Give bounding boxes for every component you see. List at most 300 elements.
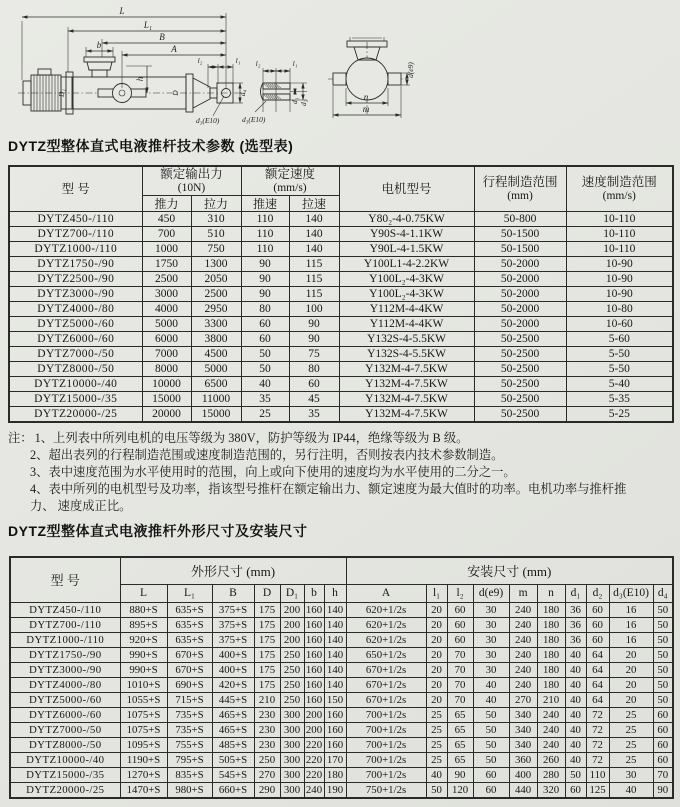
table-row	[9, 332, 673, 347]
value-cell: 175	[254, 603, 280, 618]
value-cell: 40	[426, 768, 447, 783]
value-cell: 50	[565, 768, 586, 783]
value-cell: 140	[324, 633, 346, 648]
column-header: D	[254, 585, 280, 603]
model-cell: DYTZ15000-/35	[10, 768, 120, 783]
model-cell: DYTZ4000-/80	[9, 302, 142, 317]
value-cell: 690+S	[167, 678, 212, 693]
value-cell: 50	[241, 347, 289, 362]
value-cell: 340	[509, 723, 537, 738]
table-row	[9, 257, 673, 272]
value-cell: 230	[254, 738, 280, 753]
value-cell: 3000	[142, 287, 191, 302]
table-row	[9, 302, 673, 317]
model-cell: DYTZ1000-/110	[10, 633, 120, 648]
value-cell: 505+S	[212, 753, 254, 768]
value-cell: 1270+S	[120, 768, 167, 783]
table-row	[10, 633, 673, 648]
value-cell: 50	[473, 723, 509, 738]
value-cell: 180	[324, 768, 346, 783]
value-cell: 6000	[142, 332, 191, 347]
value-cell: 210	[254, 693, 280, 708]
table-row	[10, 723, 673, 738]
section2-title: DYTZ型整体直式电液推杆外形尺寸及安装尺寸	[8, 523, 308, 539]
value-cell: 60	[653, 753, 673, 768]
dim-label-A: A	[171, 44, 177, 54]
column-header: d₃(E10)	[609, 585, 653, 603]
column-header: d₁	[565, 585, 586, 603]
model-cell: DYTZ6000-/60	[9, 332, 142, 347]
table-row	[9, 287, 673, 302]
model-cell: DYTZ3000-/90	[10, 663, 120, 678]
value-cell: 240	[509, 633, 537, 648]
dim-label-D: D	[171, 90, 180, 96]
note-line	[8, 464, 672, 481]
value-cell: 50	[473, 753, 509, 768]
value-cell: 160	[324, 708, 346, 723]
value-cell: 60	[447, 618, 473, 633]
value-cell: 400+S	[212, 648, 254, 663]
value-cell: 170	[324, 753, 346, 768]
value-cell: 45	[289, 392, 339, 407]
value-cell: 340	[509, 708, 537, 723]
value-cell: 16	[609, 603, 653, 618]
table-row	[10, 603, 673, 618]
value-cell: 30	[473, 663, 509, 678]
value-cell: 40	[241, 377, 289, 392]
value-cell: 50-2000	[474, 317, 566, 332]
value-cell: 670+S	[167, 663, 212, 678]
value-cell: Y100L1-4-2.2KW	[339, 257, 474, 272]
dim-label-de9: d(e9)	[406, 62, 415, 78]
dim-label-l2: l₂	[197, 56, 203, 65]
value-cell: 465+S	[212, 708, 254, 723]
value-cell: 510	[191, 227, 241, 242]
value-cell: 50-1500	[474, 242, 566, 257]
table-row	[9, 227, 673, 242]
value-cell: 50	[426, 783, 447, 799]
value-cell: 75	[289, 347, 339, 362]
value-cell: 2500	[191, 287, 241, 302]
value-cell: 700+1/2s	[346, 768, 426, 783]
value-cell: 20	[426, 648, 447, 663]
value-cell: 40	[473, 693, 509, 708]
value-cell: 240	[509, 678, 537, 693]
value-cell: 20	[609, 693, 653, 708]
table-row	[10, 783, 673, 799]
value-cell: 90	[241, 272, 289, 287]
model-cell: DYTZ20000-/25	[10, 783, 120, 799]
value-cell: 30	[473, 648, 509, 663]
value-cell: 240	[537, 738, 565, 753]
value-cell: 175	[254, 648, 280, 663]
value-cell: 670+1/2s	[346, 693, 426, 708]
value-cell: 50-2000	[474, 272, 566, 287]
value-cell: 1075+S	[120, 708, 167, 723]
value-cell: 485+S	[212, 738, 254, 753]
value-cell: 65	[447, 738, 473, 753]
column-header-force	[142, 166, 241, 196]
value-cell: 50-2000	[474, 257, 566, 272]
value-cell: 200	[280, 603, 304, 618]
value-cell: 35	[289, 407, 339, 423]
value-cell: 50	[241, 362, 289, 377]
value-cell: 11000	[191, 392, 241, 407]
column-header: B	[212, 585, 254, 603]
dim-label-d2: d₂	[299, 99, 308, 106]
model-cell: DYTZ20000-/25	[9, 407, 142, 423]
value-cell: 60	[586, 633, 609, 648]
value-cell: 40	[565, 738, 586, 753]
value-cell: 210	[537, 693, 565, 708]
value-cell: 125	[586, 783, 609, 799]
value-cell: 270	[509, 693, 537, 708]
value-cell: 3300	[191, 317, 241, 332]
value-cell: 25	[426, 738, 447, 753]
column-header-stroke-range	[474, 166, 566, 212]
value-cell: 670+1/2s	[346, 678, 426, 693]
value-cell: 160	[305, 634, 323, 646]
value-cell: 700	[142, 227, 191, 242]
value-cell: Y132M-4-7.5KW	[339, 392, 474, 407]
value-cell: 10-90	[566, 287, 673, 302]
value-cell: 50-800	[474, 212, 566, 227]
dim-label-b: b	[96, 40, 102, 50]
value-cell: 220	[305, 754, 323, 766]
value-cell: 115	[289, 272, 339, 287]
model-cell: DYTZ1000-/110	[9, 242, 142, 257]
note-text: 力、 速度成正比。	[30, 499, 132, 513]
value-cell: 160	[324, 723, 346, 738]
value-cell: 50	[653, 633, 673, 648]
dim-label-d4: d₄	[238, 89, 247, 97]
model-cell: DYTZ5000-/60	[9, 317, 142, 332]
value-cell: 250	[254, 753, 280, 768]
technical-drawing	[0, 0, 680, 132]
value-cell: 90	[241, 257, 289, 272]
value-cell: 180	[537, 663, 565, 678]
value-cell: 180	[537, 633, 565, 648]
value-cell: 40	[565, 723, 586, 738]
value-cell: 90	[241, 287, 289, 302]
drawing-shapes	[18, 13, 410, 118]
value-cell: 5-60	[566, 332, 673, 347]
value-cell: 64	[586, 693, 609, 708]
model-cell: DYTZ5000-/60	[10, 693, 120, 708]
table-row	[9, 407, 673, 423]
table-row	[9, 317, 673, 332]
value-cell: 20	[426, 693, 447, 708]
column-header: l₂	[447, 585, 473, 603]
column-header: h	[324, 585, 346, 603]
value-cell: 1300	[191, 257, 241, 272]
value-cell: 140	[289, 242, 339, 257]
column-header-pull-force: 拉力	[191, 196, 241, 212]
value-cell: 20000	[142, 407, 191, 423]
value-cell: 25	[426, 753, 447, 768]
value-cell: 40	[473, 678, 509, 693]
value-cell: 895+S	[120, 618, 167, 633]
value-cell: 15000	[191, 407, 241, 423]
value-cell: 25	[426, 708, 447, 723]
model-cell: DYTZ450-/110	[10, 603, 120, 618]
column-header-model: 型 号	[9, 166, 142, 212]
value-cell: 835+S	[167, 768, 212, 783]
value-cell: Y112M-4-4KW	[339, 317, 474, 332]
dim-label-B: B	[159, 32, 165, 42]
value-cell: 35	[241, 392, 289, 407]
header-line: 行程制造范围	[482, 175, 558, 189]
value-cell: 5000	[191, 362, 241, 377]
value-cell: 65	[447, 708, 473, 723]
value-cell: 175	[254, 678, 280, 693]
value-cell: 990+S	[120, 663, 167, 678]
column-header: L₁	[167, 585, 212, 603]
value-cell: 60	[653, 723, 673, 738]
dim-label-L: L	[119, 6, 125, 16]
value-cell: 10000	[142, 377, 191, 392]
value-cell: 25	[609, 738, 653, 753]
model-cell: DYTZ1750-/90	[9, 257, 142, 272]
value-cell: 2050	[191, 272, 241, 287]
value-cell: 1010+S	[120, 678, 167, 693]
column-header: m	[509, 585, 537, 603]
value-cell: 5-25	[566, 407, 673, 423]
value-cell: 160	[324, 738, 346, 753]
value-cell: 635+S	[167, 618, 212, 633]
model-cell: DYTZ7000-/50	[9, 347, 142, 362]
value-cell: 60	[473, 783, 509, 799]
value-cell: 400+S	[212, 663, 254, 678]
value-cell: 735+S	[167, 708, 212, 723]
column-header: n	[537, 585, 565, 603]
value-cell: 25	[426, 723, 447, 738]
value-cell: Y100L₂-4-3KW	[339, 287, 474, 302]
value-cell: 670+S	[167, 648, 212, 663]
column-header-push-speed: 推速	[241, 196, 289, 212]
value-cell: 160	[305, 694, 323, 706]
column-header: L	[120, 585, 167, 603]
value-cell: 65	[447, 723, 473, 738]
value-cell: 16	[609, 618, 653, 633]
value-cell: 140	[289, 227, 339, 242]
header-line: 额定输出力	[160, 167, 223, 181]
value-cell: 715+S	[167, 693, 212, 708]
header-unit: (mm)	[507, 190, 533, 202]
value-cell: 50	[473, 738, 509, 753]
column-header: D₁	[280, 585, 304, 603]
value-cell: 20	[609, 648, 653, 663]
value-cell: 110	[241, 227, 289, 242]
dimensions-table-body	[10, 603, 673, 799]
dim-label-l1: l₁	[235, 56, 241, 65]
value-cell: 700+1/2s	[346, 723, 426, 738]
column-header: b	[304, 585, 324, 603]
value-cell: 60	[565, 783, 586, 799]
value-cell: 30	[609, 768, 653, 783]
value-cell: 10-90	[566, 272, 673, 287]
value-cell: 50	[653, 663, 673, 678]
value-cell: 5000	[142, 317, 191, 332]
value-cell: 50-2000	[474, 302, 566, 317]
value-cell: 3800	[191, 332, 241, 347]
value-cell: 160	[305, 604, 323, 616]
note-line	[8, 430, 672, 447]
value-cell: 50	[653, 648, 673, 663]
value-cell: 80	[241, 302, 289, 317]
value-cell: 240	[509, 648, 537, 663]
value-cell: 50	[653, 618, 673, 633]
value-cell: Y132S-4-5.5KW	[339, 332, 474, 347]
value-cell: 160	[305, 664, 323, 676]
value-cell: 200	[305, 709, 323, 721]
header-line: 速度制造范围	[581, 175, 657, 189]
value-cell: Y132M-4-7.5KW	[339, 407, 474, 423]
value-cell: 650+1/2s	[346, 648, 426, 663]
value-cell: 160	[305, 619, 323, 631]
value-cell: 72	[586, 708, 609, 723]
value-cell: 60	[447, 603, 473, 618]
value-cell: 72	[586, 753, 609, 768]
table-row	[9, 212, 673, 227]
notes	[8, 430, 672, 515]
value-cell: 140	[289, 212, 339, 227]
note-text: 4、表中所列的电机型号及功率，指该型号推杆在额定输出力、额定速度为最大值时的功率。电机功率与推杆推	[30, 482, 627, 496]
value-cell: 50-2500	[474, 332, 566, 347]
value-cell: 620+1/2s	[346, 603, 426, 618]
value-cell: 50-1500	[474, 227, 566, 242]
spec-table	[8, 165, 674, 423]
value-cell: 240	[509, 663, 537, 678]
model-cell: DYTZ7000-/50	[10, 723, 120, 738]
table-row	[9, 272, 673, 287]
value-cell: 64	[586, 648, 609, 663]
value-cell: 140	[324, 618, 346, 633]
value-cell: 670+1/2s	[346, 663, 426, 678]
value-cell: 60	[289, 377, 339, 392]
value-cell: 160	[305, 649, 323, 661]
value-cell: 290	[254, 783, 280, 799]
value-cell: 1470+S	[120, 783, 167, 799]
value-cell: 10-110	[566, 212, 673, 227]
value-cell: 10-110	[566, 242, 673, 257]
value-cell: 735+S	[167, 723, 212, 738]
value-cell: 320	[537, 783, 565, 799]
value-cell: 420+S	[212, 678, 254, 693]
value-cell: 20	[426, 663, 447, 678]
value-cell: 50-2500	[474, 362, 566, 377]
value-cell: 115	[289, 257, 339, 272]
value-cell: 20	[609, 663, 653, 678]
value-cell: 110	[241, 242, 289, 257]
column-header-speed	[241, 166, 339, 196]
column-header: A	[346, 585, 426, 603]
column-header: d(e9)	[473, 585, 509, 603]
value-cell: 250	[280, 693, 304, 708]
value-cell: 750+1/2s	[346, 783, 426, 799]
value-cell: 180	[537, 603, 565, 618]
table-row	[10, 768, 673, 783]
value-cell: 375+S	[212, 603, 254, 618]
value-cell: 60	[653, 708, 673, 723]
value-cell: 140	[324, 603, 346, 618]
value-cell: 250	[280, 678, 304, 693]
value-cell: 40	[565, 678, 586, 693]
dim-label-h: h	[135, 76, 145, 82]
value-cell: 70	[447, 678, 473, 693]
value-cell: 40	[565, 648, 586, 663]
value-cell: 6500	[191, 377, 241, 392]
value-cell: 240	[509, 603, 537, 618]
value-cell: 50	[653, 678, 673, 693]
value-cell: 750	[191, 242, 241, 257]
value-cell: 660+S	[212, 783, 254, 799]
dim-label-l1-fork: l₁	[292, 59, 298, 68]
model-cell: DYTZ6000-/60	[10, 708, 120, 723]
value-cell: Y80₂-4-0.75KW	[339, 212, 474, 227]
value-cell: 110	[586, 768, 609, 783]
value-cell: 40	[565, 708, 586, 723]
value-cell: 175	[254, 633, 280, 648]
value-cell: 65	[447, 753, 473, 768]
value-cell: 755+S	[167, 738, 212, 753]
dim-label-m: m	[362, 104, 370, 114]
value-cell: 30	[473, 618, 509, 633]
model-cell: DYTZ10000-/40	[9, 377, 142, 392]
value-cell: 310	[191, 212, 241, 227]
value-cell: 1750	[142, 257, 191, 272]
value-cell: 115	[289, 287, 339, 302]
value-cell: 240	[509, 618, 537, 633]
note-text: 3、表中速度范围为水平使用时的范围，向上或向下使用的速度均为水平使用的二分之一。	[30, 465, 516, 479]
value-cell: 64	[586, 678, 609, 693]
value-cell: 440	[509, 783, 537, 799]
value-cell: 15000	[142, 392, 191, 407]
value-cell: 240	[305, 784, 323, 796]
value-cell: 445+S	[212, 693, 254, 708]
value-cell: 620+1/2s	[346, 618, 426, 633]
value-cell: 40	[609, 783, 653, 799]
value-cell: 180	[537, 678, 565, 693]
value-cell: 60	[473, 768, 509, 783]
value-cell: 25	[609, 723, 653, 738]
column-header-motor: 电机型号	[339, 166, 474, 212]
value-cell: 300	[280, 753, 304, 768]
column-header: d₂	[586, 585, 609, 603]
value-cell: Y90L-4-1.5KW	[339, 242, 474, 257]
table-row	[10, 708, 673, 723]
value-cell: 200	[280, 633, 304, 648]
spec-table-body	[9, 212, 673, 423]
value-cell: 36	[565, 603, 586, 618]
value-cell: 40	[565, 753, 586, 768]
value-cell: 920+S	[120, 633, 167, 648]
value-cell: 300	[280, 768, 304, 783]
value-cell: 700+1/2s	[346, 708, 426, 723]
value-cell: 90	[653, 783, 673, 799]
value-cell: 1095+S	[120, 738, 167, 753]
value-cell: 175	[254, 618, 280, 633]
value-cell: 250	[280, 648, 304, 663]
value-cell: 375+S	[212, 633, 254, 648]
value-cell: 60	[586, 618, 609, 633]
value-cell: 200	[280, 618, 304, 633]
value-cell: 7000	[142, 347, 191, 362]
value-cell: 2950	[191, 302, 241, 317]
value-cell: 50	[473, 708, 509, 723]
value-cell: 375+S	[212, 618, 254, 633]
model-cell: DYTZ4000-/80	[10, 678, 120, 693]
